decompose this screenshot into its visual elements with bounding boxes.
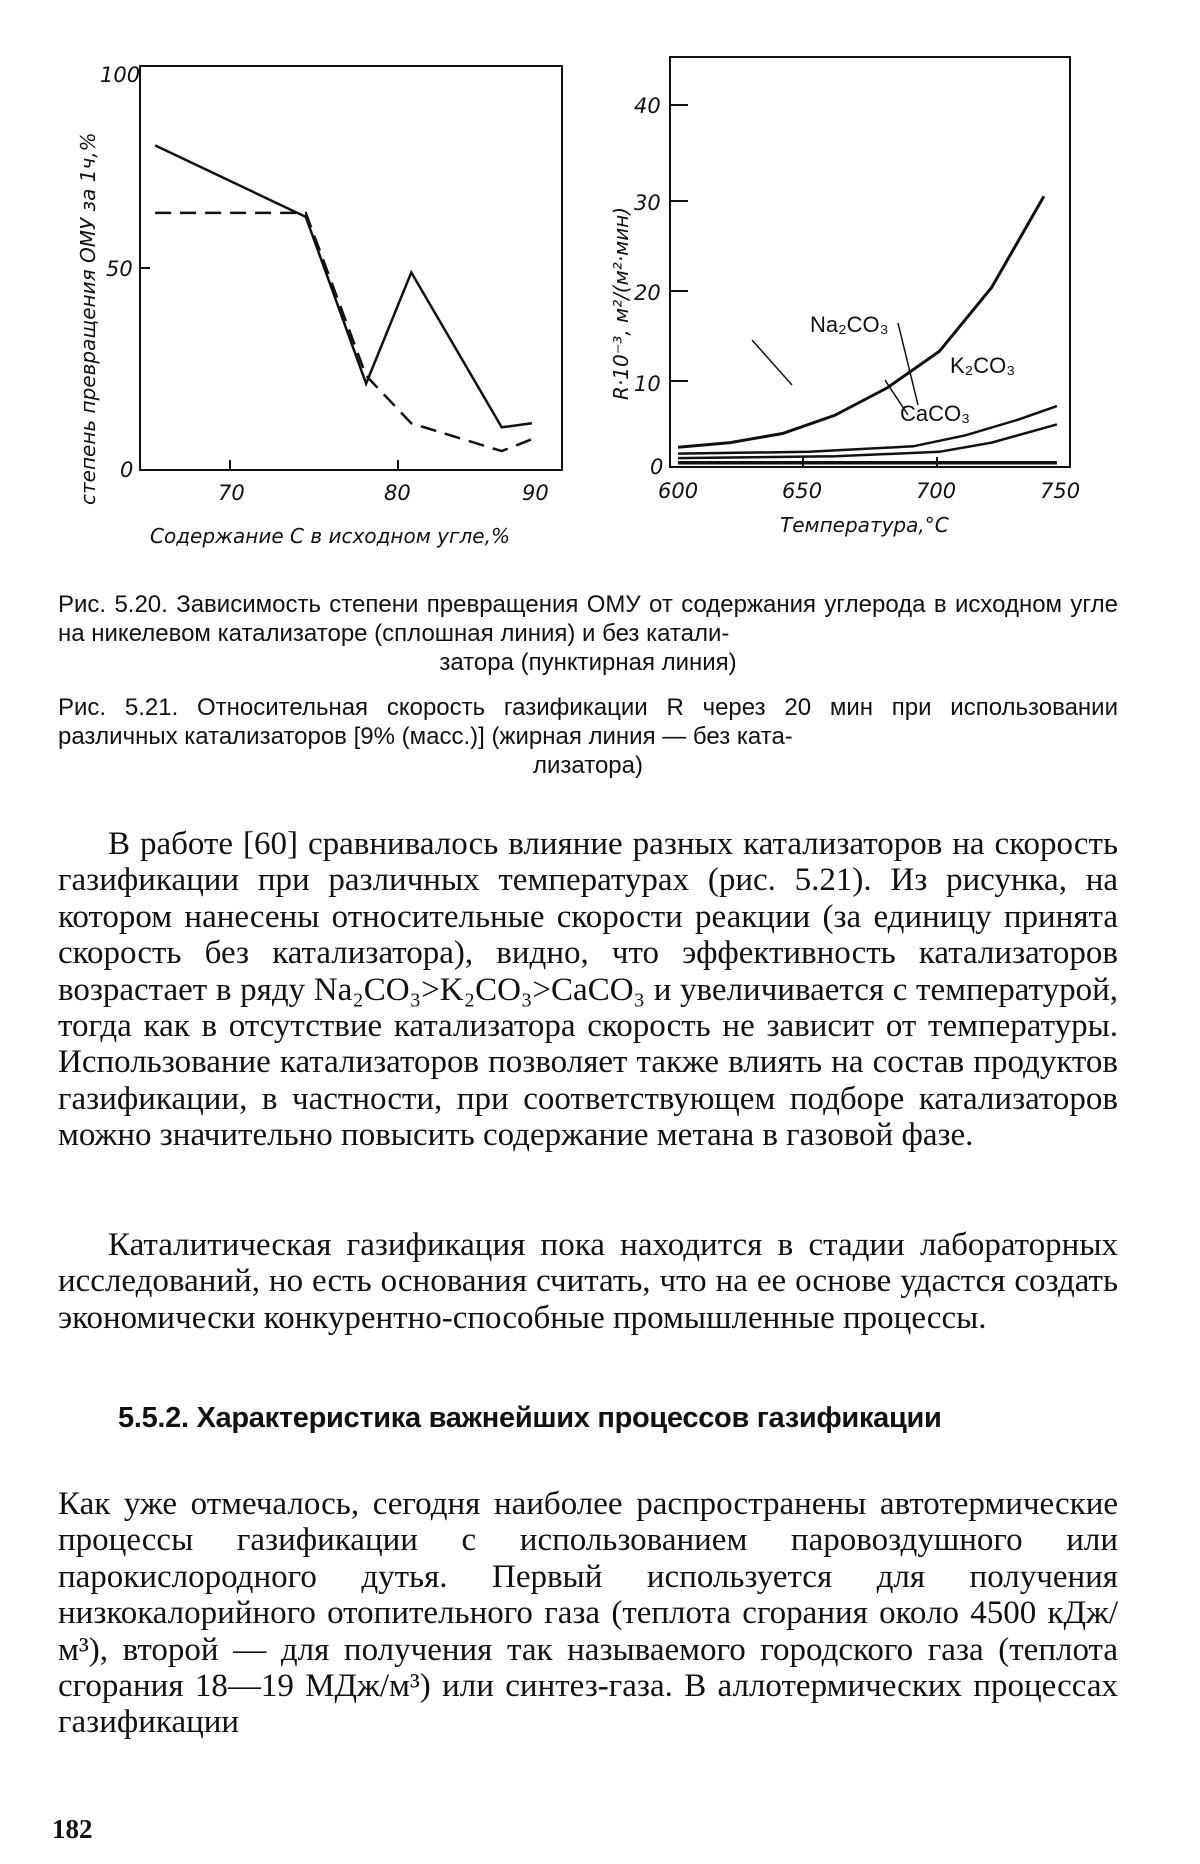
caption-text: Рис. 5.20. Зависимость степени превращения ОМУ от содержания углерода в исходном угле на никелевом катализаторе (сплошная линия) и без катали- (58, 591, 1118, 647)
caption-text: Рис. 5.21. Относительная скорость газификации R через 20 мин при использовании различных катализаторов [9% (масс.)] (жирная линия — без ката- (58, 694, 1118, 750)
y-tick-label: 50 (106, 257, 133, 281)
y-tick-label: 40 (634, 94, 661, 118)
x-tick-label: 80 (384, 481, 411, 505)
x-tick-label: 70 (218, 481, 245, 505)
x-tick-label: 700 (916, 479, 957, 503)
section-heading: 5.5.2. Характеристика важнейших процессов газификации (118, 1402, 942, 1434)
figure-5-20-chart (0, 0, 600, 560)
caption-text-end: лизатора) (533, 752, 643, 779)
x-axis-label: Температура,°С (780, 513, 949, 537)
x-tick-label: 750 (1040, 479, 1081, 503)
y-tick-label: 100 (100, 63, 141, 87)
y-tick-label: 0 (120, 458, 134, 482)
series-label-na2co3: Na₂CO₃ (810, 312, 889, 337)
x-tick-label: 650 (782, 479, 823, 503)
series-label-k2co3: K₂CO₃ (950, 353, 1016, 378)
y-axis-label: степень превращения ОМУ за 1ч,% (76, 132, 100, 505)
paragraph-2: Каталитическая газификация пока находится в стадии лабораторных исследований, но есть основания считать, что на ее основе удастся создать экономически конкурентно-способные промышленные процессы. (58, 1227, 1118, 1336)
paragraph-3: Как уже отмечалось, сегодня наиболее распространены автотермические процессы газификации с использованием паровоздушного или парокислородного дутья. Первый используется для получения низкокалорийного отопительного газа (теплота сгорания около 4500 кДж/м³), второй — для получения так называемого городского газа (теплота сгорания 18—19 МДж/м³) или синтез-газа. В аллотермических процессах газификации (58, 1486, 1118, 1741)
series-label-caco3: CaCO₃ (900, 401, 971, 426)
y-tick-label: 10 (634, 372, 661, 396)
x-tick-label: 90 (522, 481, 549, 505)
series-line-solid (155, 145, 532, 427)
figure-5-20-caption (58, 590, 1118, 677)
y-tick-label: 30 (634, 191, 661, 215)
page-number: 182 (52, 1814, 93, 1844)
series-line-dashed (155, 213, 532, 451)
x-axis-label: Содержание С в исходном угле,% (150, 524, 510, 548)
y-tick-label: 0 (650, 455, 664, 479)
figure-5-21-caption (58, 693, 1118, 780)
x-tick-label: 600 (658, 479, 699, 503)
paragraph-1: В работе [60] сравнивалось влияние разных катализаторов на скорость газификации при различных температурах (рис. 5.21). Из рисунка, на котором нанесены относительные скорости реакции (за единицу принята скорость без катализатора), видно, что эффективность катализаторов возрастает в ряду Na₂CO₃>K₂CO₃>CaCO₃ и увеличивается с температурой, тогда как в отсутствие катализатора скорость не зависит от температуры. Использование катализаторов позволяет также влиять на состав продуктов газификации, в частности, при соответствующем подборе катализаторов можно значительно повысить содержание метана в газовой фазе. (58, 826, 1118, 1154)
series-line-k2co3 (678, 406, 1057, 454)
y-tick-label: 20 (634, 281, 661, 305)
caption-text-end: затора (пунктирная линия) (439, 649, 737, 676)
figure-5-21-chart (560, 0, 1200, 560)
y-axis-label: R·10⁻³, м²/(м²·мин) (609, 206, 633, 400)
